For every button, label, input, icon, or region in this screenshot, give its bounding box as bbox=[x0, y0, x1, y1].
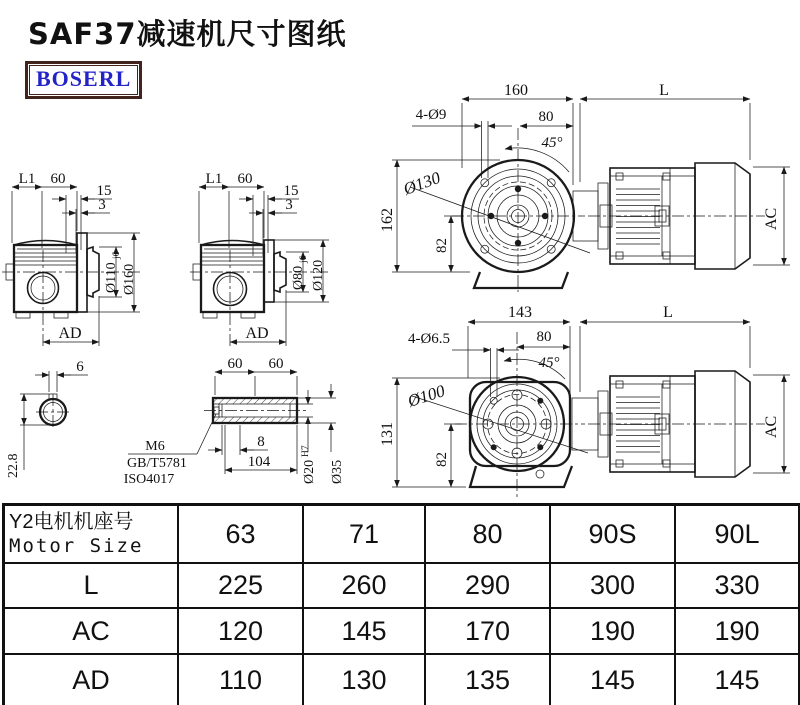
dim-base-82: 82 bbox=[434, 452, 450, 467]
table-header-motor-size bbox=[5, 506, 179, 564]
dim-60-a: 60 bbox=[227, 356, 243, 372]
dim-depth-22-8: 22.8 bbox=[6, 453, 21, 478]
table-cell: 110 bbox=[179, 655, 304, 705]
dim-spigot-80: Ø80 bbox=[291, 265, 306, 290]
flange-plate bbox=[264, 240, 274, 302]
table-cell: 225 bbox=[179, 564, 304, 609]
table-cell: 130 bbox=[304, 655, 426, 705]
table-col-90l: 90L bbox=[676, 506, 798, 564]
dim-height-162: 162 bbox=[379, 208, 396, 232]
dim-ad: AD bbox=[245, 325, 269, 342]
table-col-90s: 90S bbox=[551, 506, 676, 564]
dim-ad: AD bbox=[58, 325, 82, 342]
dim-width-143: 143 bbox=[508, 304, 532, 321]
view-key-section bbox=[6, 359, 216, 487]
dim-bore-tol: H7 bbox=[301, 445, 311, 457]
dim-half-80: 80 bbox=[538, 109, 554, 125]
view-front-bottom bbox=[379, 304, 790, 500]
table-cell: 145 bbox=[676, 655, 798, 705]
table-row-label-l: L bbox=[5, 564, 179, 609]
dim-angle-45: 45° bbox=[538, 355, 560, 371]
table-cell: 330 bbox=[676, 564, 798, 609]
table-cell: 145 bbox=[304, 609, 426, 655]
dim-60: 60 bbox=[50, 171, 66, 187]
dim-flange-160: Ø160 bbox=[122, 263, 137, 295]
label-standard-gb: GB/T5781 bbox=[127, 456, 187, 471]
table-cell: 145 bbox=[551, 655, 676, 705]
table-cell: 170 bbox=[426, 609, 551, 655]
dim-15: 15 bbox=[96, 183, 112, 199]
table-cell: 190 bbox=[676, 609, 798, 655]
dim-base-82: 82 bbox=[434, 238, 450, 253]
brand-logo-text: BOSERL bbox=[36, 66, 132, 91]
dim-bolt-circle-130: Ø130 bbox=[400, 167, 443, 199]
table-col-63: 63 bbox=[179, 506, 304, 564]
dim-motor-height-ac: AC bbox=[763, 415, 780, 438]
dim-bore-20: Ø20 bbox=[302, 459, 317, 484]
dim-bolt-circle-100: Ø100 bbox=[405, 381, 448, 411]
dim-spigot-110: Ø110 bbox=[104, 262, 119, 293]
label-standard-iso: ISO4017 bbox=[123, 472, 175, 487]
dim-60-b: 60 bbox=[268, 356, 284, 372]
dim-60: 60 bbox=[237, 171, 253, 187]
table-header-cn: Y2电机机座号 bbox=[9, 511, 134, 533]
table-cell: 290 bbox=[426, 564, 551, 609]
view-hollow-shaft bbox=[204, 356, 345, 484]
dim-15: 15 bbox=[283, 183, 299, 199]
dim-holes-4d65: 4-Ø6.5 bbox=[407, 331, 451, 347]
table-cell: 120 bbox=[179, 609, 304, 655]
dim-holes-4d9: 4-Ø9 bbox=[415, 107, 447, 123]
table-row-label-ad: AD bbox=[5, 655, 179, 705]
dim-104: 104 bbox=[247, 454, 271, 470]
dim-motor-length: L bbox=[659, 82, 669, 99]
dim-spigot-tol: j6 bbox=[112, 251, 122, 259]
table-cell: 260 bbox=[304, 564, 426, 609]
dim-angle-45: 45° bbox=[541, 135, 563, 151]
gearbox-body bbox=[14, 245, 77, 312]
label-screw-m6: M6 bbox=[145, 439, 165, 454]
dim-half-80: 80 bbox=[536, 329, 552, 345]
view-front-top bbox=[379, 82, 790, 292]
dim-spigot-tol: j6 bbox=[299, 255, 309, 263]
flange-plate bbox=[77, 233, 87, 312]
dim-outer-35: Ø35 bbox=[330, 459, 345, 484]
dim-3: 3 bbox=[285, 197, 293, 213]
dim-height-131: 131 bbox=[379, 422, 396, 446]
dim-flange-120: Ø120 bbox=[311, 259, 326, 291]
dim-motor-height-ac: AC bbox=[763, 207, 780, 230]
dim-width-160: 160 bbox=[504, 82, 528, 99]
dimension-table bbox=[2, 503, 800, 705]
dim-l1: L1 bbox=[18, 171, 36, 187]
view-side-2 bbox=[190, 171, 330, 348]
table-header-en: Motor Size bbox=[9, 535, 144, 557]
table-row-label-ac: AC bbox=[5, 609, 179, 655]
page-title: SAF37减速机尺寸图纸 bbox=[28, 17, 347, 51]
dim-8: 8 bbox=[257, 434, 265, 450]
view-side-1 bbox=[2, 171, 140, 348]
dim-motor-length: L bbox=[663, 304, 673, 321]
dim-key-width-6: 6 bbox=[76, 359, 84, 375]
table-cell: 135 bbox=[426, 655, 551, 705]
table-cell: 190 bbox=[551, 609, 676, 655]
table-cell: 300 bbox=[551, 564, 676, 609]
gearbox-base bbox=[474, 272, 568, 288]
dim-3: 3 bbox=[98, 197, 106, 213]
gearbox-base bbox=[470, 466, 572, 487]
table-col-71: 71 bbox=[304, 506, 426, 564]
table-col-80: 80 bbox=[426, 506, 551, 564]
dim-l1: L1 bbox=[205, 171, 223, 187]
